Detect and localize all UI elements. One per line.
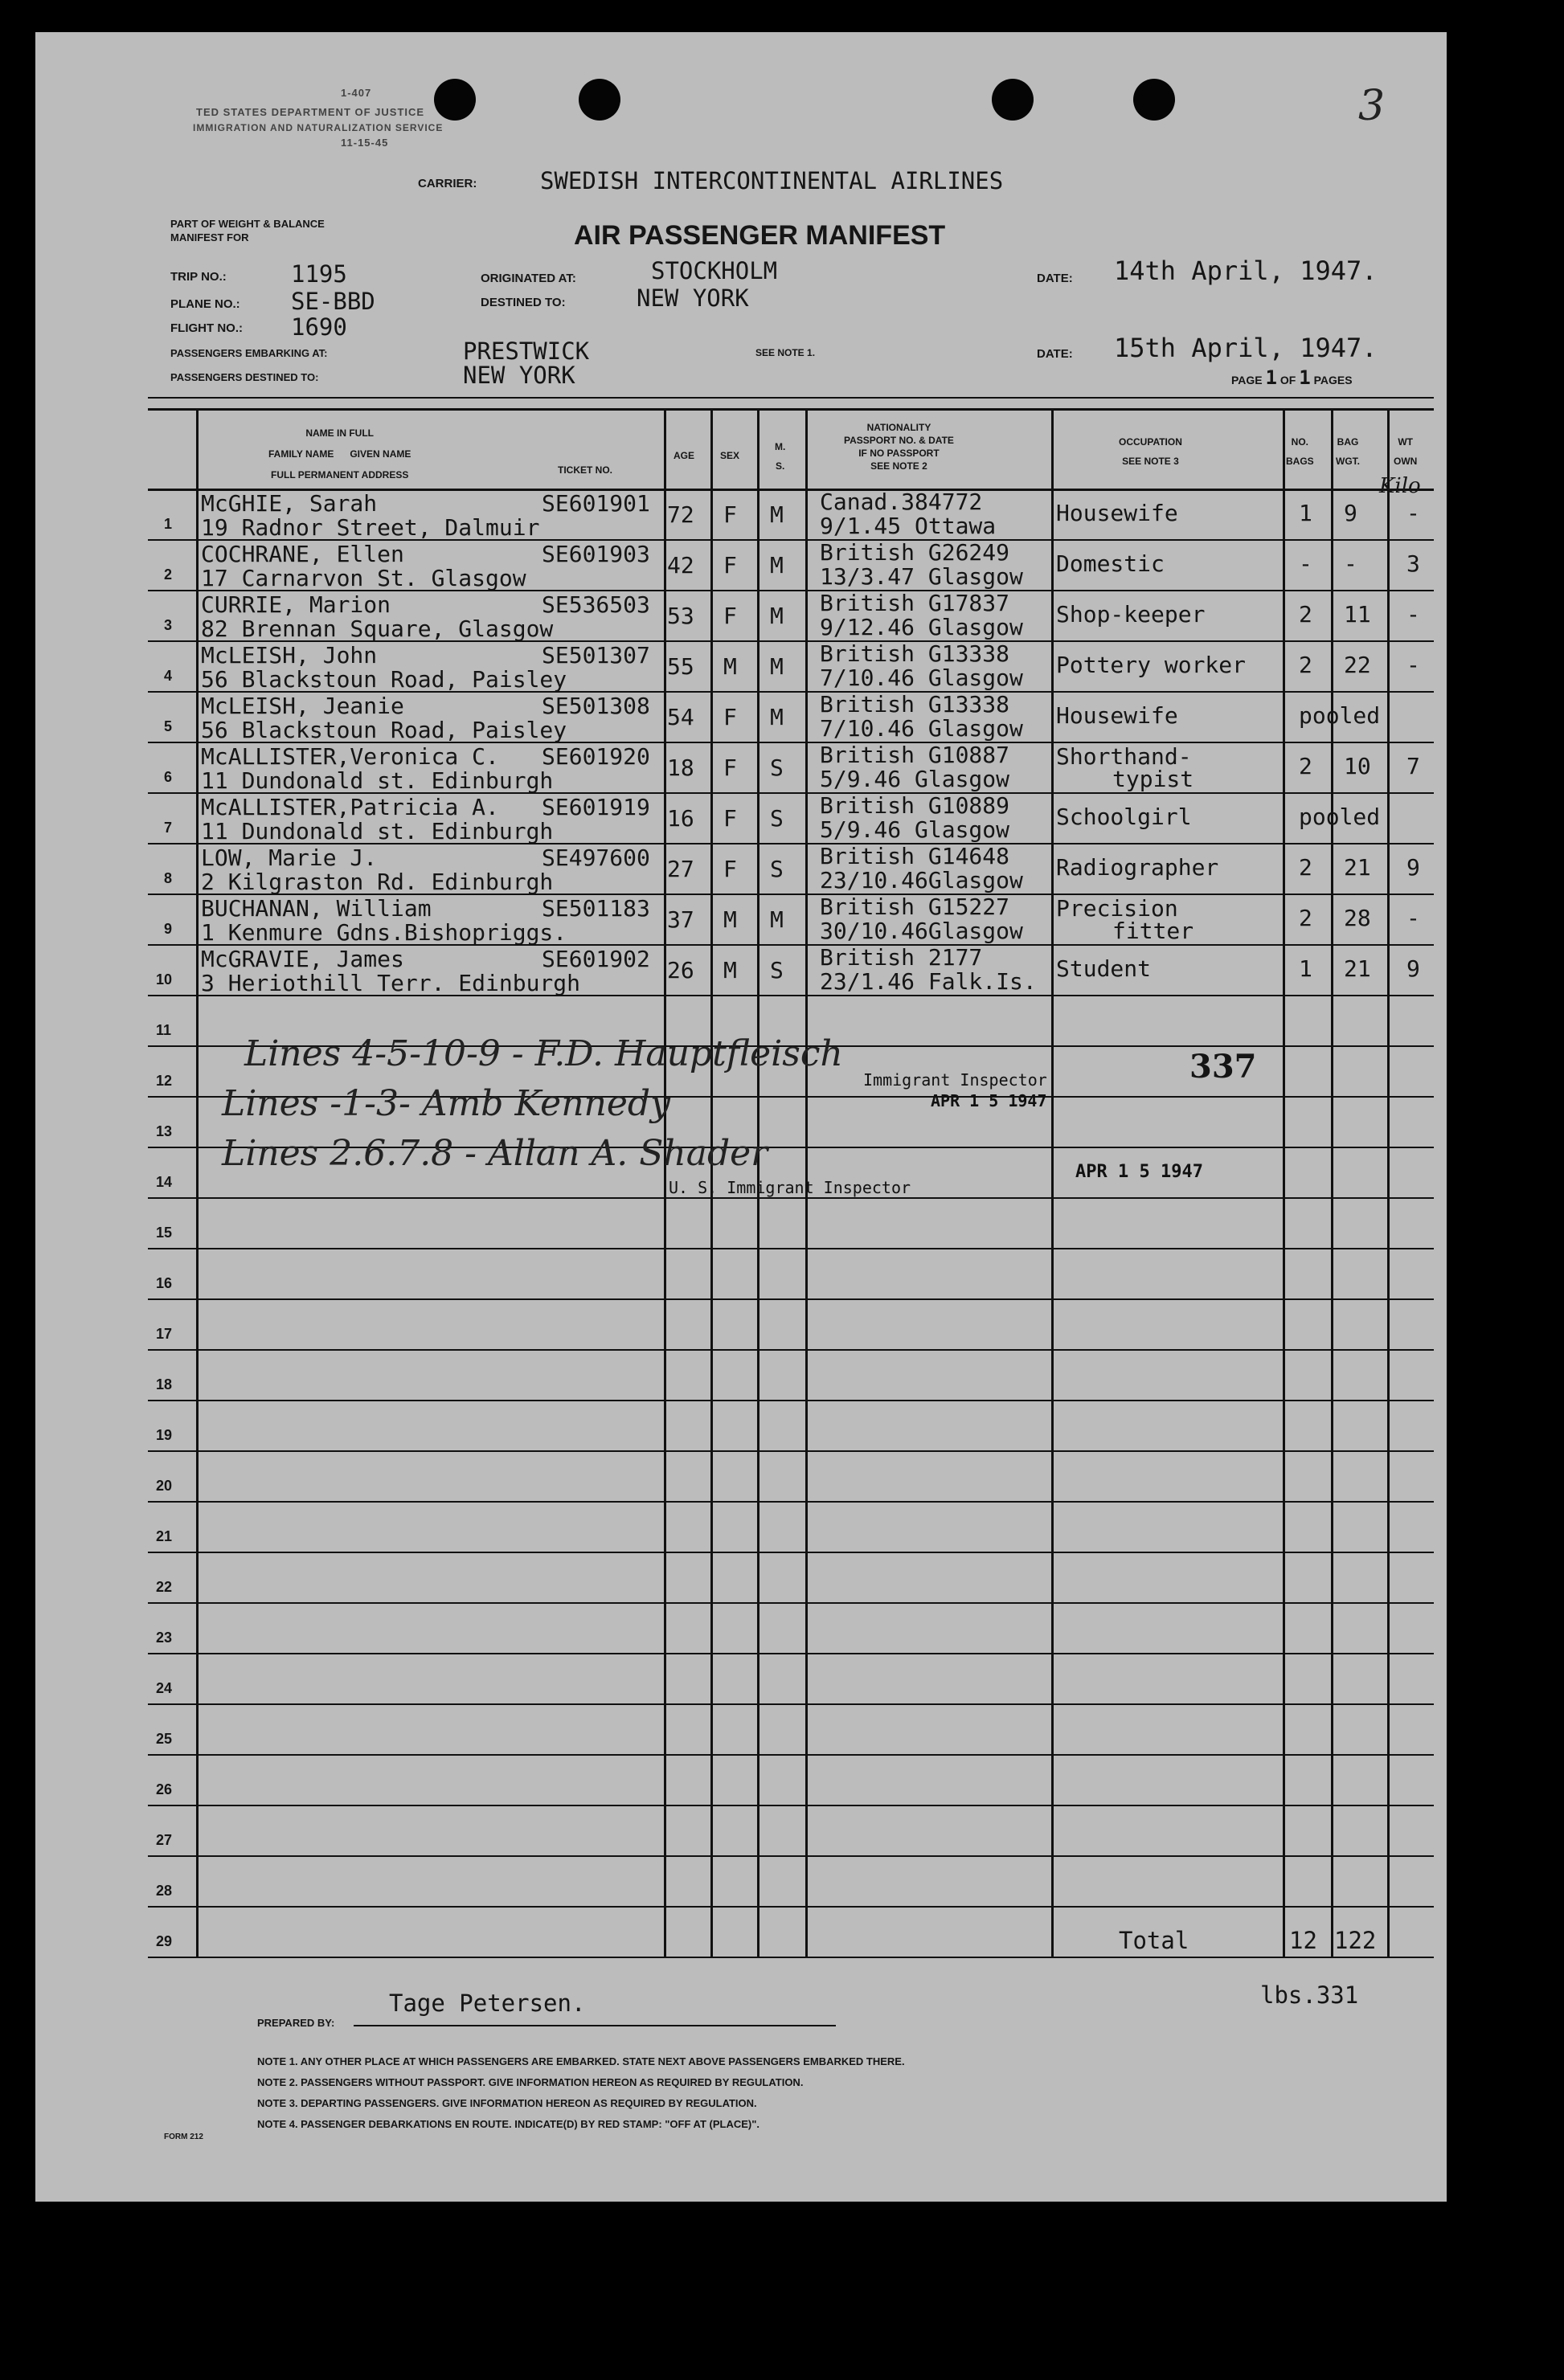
trip-value: 1195 — [291, 260, 347, 288]
row-number: 13 — [156, 1123, 173, 1139]
bag-weight: 21 — [1344, 955, 1371, 982]
bag-weight: 9 — [1344, 500, 1357, 526]
ticket-number: SE601903 — [542, 541, 650, 567]
header-sex: SEX — [720, 450, 740, 461]
row-number: 17 — [156, 1326, 173, 1342]
passenger-sex: F — [723, 805, 737, 832]
ticket-number: SE601920 — [542, 743, 650, 770]
passenger-address: 11 Dundonald st. Edinburgh — [201, 767, 554, 794]
manifest-title: AIR PASSENGER MANIFEST — [574, 220, 946, 251]
passenger-name: McALLISTER,Veronica C. — [201, 743, 499, 770]
stamp-date-b: APR 1 5 1947 — [1075, 1162, 1203, 1182]
occupation: Housewife — [1056, 702, 1178, 729]
occupation: Precision — [1056, 895, 1178, 922]
manifest-sheet — [35, 32, 1447, 2202]
pages-label: PAGES — [1313, 374, 1353, 386]
passenger-address: 56 Blackstoun Road, Paisley — [201, 717, 567, 743]
passenger-address: 3 Heriothill Terr. Edinburgh — [201, 970, 581, 996]
passenger-address: 11 Dundonald st. Edinburgh — [201, 818, 554, 844]
passenger-name: McALLISTER,Patricia A. — [201, 794, 499, 820]
marital-status: S — [770, 957, 784, 983]
grid-rule — [148, 1298, 1434, 1300]
embarking-label: PASSENGERS EMBARKING AT: — [170, 347, 328, 359]
row-number: 2 — [164, 566, 173, 583]
own-weight: 3 — [1406, 550, 1420, 577]
passport-date: 5/9.46 Glasgow — [820, 816, 1010, 843]
row-number: 25 — [156, 1731, 173, 1747]
bags-count: 2 — [1299, 601, 1312, 628]
header-occupation: OCCUPATION SEE NOTE 3 — [1119, 436, 1182, 467]
note-1: NOTE 1. ANY OTHER PLACE AT WHICH PASSENGERS ARE EMBARKED. STATE NEXT ABOVE PASSENGERS EMBARKED THERE. — [257, 2055, 905, 2067]
carrier-value: SWEDISH INTERCONTINENTAL AIRLINES — [540, 167, 1004, 194]
passport-number: British 2177 — [820, 944, 983, 971]
row-number: 22 — [156, 1579, 173, 1595]
form-date: 11-15-45 — [341, 137, 389, 149]
row-number: 3 — [164, 617, 173, 633]
own-weight: - — [1406, 500, 1420, 526]
bag-weight: 10 — [1344, 753, 1371, 779]
punch-hole — [434, 79, 476, 121]
prepared-underline — [354, 2025, 836, 2026]
grid-rule — [148, 1855, 1434, 1857]
row-number: 26 — [156, 1781, 173, 1797]
ticket-number: SE501183 — [542, 895, 650, 922]
bag-weight: - — [1344, 550, 1357, 577]
row-number: 4 — [164, 668, 173, 684]
punch-hole — [1133, 79, 1175, 121]
flight-label: FLIGHT NO.: — [170, 321, 243, 335]
destined-label: DESTINED TO: — [481, 296, 566, 309]
passenger-age: 37 — [667, 906, 694, 933]
bag-weight: 22 — [1344, 652, 1371, 678]
grid-rule — [148, 1906, 1434, 1908]
occupation: Domestic — [1056, 550, 1165, 577]
row-number: 27 — [156, 1832, 173, 1848]
weight-balance-label: PART OF WEIGHT & BALANCE MANIFEST FOR — [170, 218, 325, 243]
occupation: Shorthand- — [1056, 743, 1192, 770]
ticket-number: SE536503 — [542, 591, 650, 618]
lbs-total: lbs.331 — [1260, 1981, 1359, 2009]
row-number: 29 — [156, 1933, 173, 1949]
marital-status: M — [770, 653, 784, 680]
bags-count: - — [1299, 550, 1312, 577]
passport-date: 23/1.46 Falk.Is. — [820, 968, 1037, 995]
passport-number: British G26249 — [820, 539, 1010, 566]
bags-count: 1 — [1299, 955, 1312, 982]
grid-rule — [148, 1703, 1434, 1705]
grid-rule — [148, 397, 1434, 399]
plane-label: PLANE NO.: — [170, 297, 240, 311]
row-number: 24 — [156, 1680, 173, 1696]
own-weight: 9 — [1406, 854, 1420, 881]
passenger-sex: F — [723, 603, 737, 629]
us-inspector-stamp: U. S. Immigrant Inspector — [669, 1178, 911, 1197]
passenger-name: COCHRANE, Ellen — [201, 541, 404, 567]
ticket-number: SE501308 — [542, 693, 650, 719]
passenger-name: McLEISH, John — [201, 642, 378, 669]
own-weight: 9 — [1406, 955, 1420, 982]
prepared-value: Tage Petersen. — [389, 1989, 586, 2017]
passenger-sex: F — [723, 704, 737, 730]
ticket-number: SE501307 — [542, 642, 650, 669]
bag-weight: 21 — [1344, 854, 1371, 881]
bags-count: 1 — [1299, 500, 1312, 526]
passenger-age: 54 — [667, 704, 694, 730]
page-number: 3 — [1358, 82, 1386, 130]
row-number: 15 — [156, 1225, 173, 1241]
bag-weight: 28 — [1344, 905, 1371, 931]
handwriting-line-11: Lines 4-5-10-9 - F.D. Hauptfleisch — [244, 1033, 843, 1074]
prepared-label: PREPARED BY: — [257, 2017, 335, 2029]
passport-number: British G13338 — [820, 640, 1010, 667]
flight-value: 1690 — [291, 313, 347, 341]
row-number: 14 — [156, 1174, 173, 1190]
passenger-age: 55 — [667, 653, 694, 680]
passenger-sex: F — [723, 552, 737, 579]
plane-value: SE-BBD — [291, 288, 375, 315]
passenger-name: McLEISH, Jeanie — [201, 693, 404, 719]
page-total: 1 — [1299, 366, 1311, 389]
total-bags: 12 — [1289, 1927, 1317, 1954]
grid-rule — [148, 1248, 1434, 1249]
originated-value: STOCKHOLM — [651, 257, 778, 284]
passport-number: British G14648 — [820, 843, 1010, 869]
passenger-sex: M — [723, 653, 737, 680]
passport-number: British G13338 — [820, 691, 1010, 718]
row-number: 9 — [164, 921, 173, 937]
passenger-age: 26 — [667, 957, 694, 983]
total-label: Total — [1119, 1927, 1189, 1954]
grid-rule — [148, 1653, 1434, 1654]
passenger-address: 56 Blackstoun Road, Paisley — [201, 666, 567, 693]
passenger-name: CURRIE, Marion — [201, 591, 391, 618]
header-wt: WT OWN — [1394, 436, 1418, 467]
date-value: 14th April, 1947. — [1114, 256, 1378, 286]
passport-date: 30/10.46Glasgow — [820, 918, 1023, 944]
passenger-address: 1 Kenmure Gdns.Bishopriggs. — [201, 919, 567, 946]
passenger-age: 16 — [667, 805, 694, 832]
passport-date: 9/1.45 Ottawa — [820, 513, 997, 539]
destined-value: NEW YORK — [637, 284, 749, 312]
occupation: Schoolgirl — [1056, 804, 1192, 830]
own-weight: - — [1406, 601, 1420, 628]
carrier-label: CARRIER: — [418, 177, 477, 190]
department-line: TED STATES DEPARTMENT OF JUSTICE — [196, 106, 425, 118]
passenger-age: 53 — [667, 603, 694, 629]
passport-date: 9/12.46 Glasgow — [820, 614, 1023, 640]
row-number: 6 — [164, 769, 173, 785]
passport-date: 7/10.46 Glasgow — [820, 665, 1023, 691]
header-name: NAME IN FULL FAMILY NAME GIVEN NAME FULL PERMANENT ADDRESS — [268, 427, 411, 480]
row-number: 8 — [164, 870, 173, 886]
see-note-1: SEE NOTE 1. — [755, 347, 816, 358]
passenger-sex: F — [723, 754, 737, 781]
inspector-stamp: Immigrant Inspector — [863, 1070, 1047, 1090]
row-number: 20 — [156, 1478, 173, 1494]
passenger-address: 17 Carnarvon St. Glasgow — [201, 565, 526, 591]
row-number: 12 — [156, 1073, 173, 1089]
header-age: AGE — [674, 450, 695, 461]
grid-column-rule — [1387, 408, 1390, 1957]
passport-number: British G17837 — [820, 590, 1010, 616]
page-info — [1231, 366, 1353, 389]
occupation: Student — [1056, 955, 1152, 982]
total-wgt: 122 — [1334, 1927, 1377, 1954]
row-number: 11 — [156, 1022, 172, 1038]
stamp-number: 337 — [1189, 1048, 1257, 1086]
date2-value: 15th April, 1947. — [1114, 333, 1378, 363]
passport-date: 13/3.47 Glasgow — [820, 563, 1023, 590]
passenger-address: 2 Kilgraston Rd. Edinburgh — [201, 869, 554, 895]
passenger-sex: M — [723, 906, 737, 933]
occupation-line2: typist — [1112, 766, 1194, 792]
trip-label: TRIP NO.: — [170, 270, 227, 284]
marital-status: M — [770, 603, 784, 629]
grid-rule — [148, 1552, 1434, 1553]
grid-rule — [148, 1602, 1434, 1604]
grid-column-rule — [664, 408, 666, 1957]
grid-rule — [148, 1400, 1434, 1401]
row-number: 21 — [156, 1528, 173, 1544]
ticket-number: SE601919 — [542, 794, 650, 820]
row-number: 16 — [156, 1275, 173, 1291]
marital-status: S — [770, 754, 784, 781]
passenger-name: BUCHANAN, William — [201, 895, 432, 922]
marital-status: M — [770, 704, 784, 730]
occupation: Housewife — [1056, 500, 1178, 526]
note-4: NOTE 4. PASSENGER DEBARKATIONS EN ROUTE. INDICATE(D) BY RED STAMP: "OFF AT (PLACE)". — [257, 2118, 760, 2130]
service-line: IMMIGRATION AND NATURALIZATION SERVICE — [193, 122, 444, 133]
occupation-line2: fitter — [1112, 918, 1194, 944]
embarking-value: PRESTWICK — [463, 337, 590, 365]
header-kilo: Kilo — [1379, 474, 1421, 498]
grid-rule — [148, 1450, 1434, 1452]
row-number: 28 — [156, 1883, 173, 1899]
bags-count: 2 — [1299, 905, 1312, 931]
grid-rule — [148, 1501, 1434, 1503]
passport-number: British G10889 — [820, 792, 1010, 819]
pooled-note: pooled — [1299, 702, 1381, 729]
row-number: 19 — [156, 1427, 173, 1443]
pax-destined-label: PASSENGERS DESTINED TO: — [170, 371, 319, 383]
punch-hole — [579, 79, 620, 121]
ticket-number: SE497600 — [542, 844, 650, 871]
punch-hole — [992, 79, 1034, 121]
pooled-note: pooled — [1299, 804, 1381, 830]
grid-rule — [148, 1197, 1434, 1199]
grid-column-rule — [1331, 408, 1333, 1957]
row-number: 10 — [156, 971, 173, 988]
grid-rule — [148, 1754, 1434, 1756]
passport-date: 23/10.46Glasgow — [820, 867, 1023, 894]
occupation: Radiographer — [1056, 854, 1219, 881]
row-number: 18 — [156, 1376, 173, 1392]
stamp-date-a: APR 1 5 1947 — [931, 1091, 1047, 1110]
passenger-sex: F — [723, 501, 737, 528]
passenger-sex: F — [723, 856, 737, 882]
bags-count: 2 — [1299, 753, 1312, 779]
grid-rule — [148, 1957, 1434, 1958]
pax-destined-value: NEW YORK — [463, 362, 575, 389]
passenger-sex: M — [723, 957, 737, 983]
marital-status: M — [770, 906, 784, 933]
form-no: FORM 212 — [164, 2133, 203, 2141]
passenger-age: 42 — [667, 552, 694, 579]
marital-status: S — [770, 805, 784, 832]
grid-rule — [148, 408, 1434, 411]
own-weight: 7 — [1406, 753, 1420, 779]
grid-column-rule — [1283, 408, 1285, 1957]
row-number: 5 — [164, 718, 173, 734]
own-weight: - — [1406, 652, 1420, 678]
ticket-number: SE601902 — [542, 946, 650, 972]
bag-weight: 11 — [1344, 601, 1371, 628]
marital-status: M — [770, 501, 784, 528]
row-number: 1 — [164, 516, 173, 532]
handwriting-line-12: Lines -1-3- Amb Kennedy — [222, 1083, 670, 1124]
date2-label: DATE: — [1037, 347, 1073, 361]
grid-column-rule — [196, 408, 199, 1957]
passenger-address: 82 Brennan Square, Glasgow — [201, 615, 554, 642]
passenger-age: 72 — [667, 501, 694, 528]
bags-count: 2 — [1299, 652, 1312, 678]
note-3: NOTE 3. DEPARTING PASSENGERS. GIVE INFORMATION HEREON AS REQUIRED BY REGULATION. — [257, 2097, 757, 2109]
form-number: 1-407 — [341, 87, 372, 99]
passport-date: 5/9.46 Glasgow — [820, 766, 1010, 792]
occupation: Shop-keeper — [1056, 601, 1206, 628]
passenger-age: 18 — [667, 754, 694, 781]
header-bags: NO. BAGS — [1286, 436, 1314, 467]
grid-rule — [148, 1349, 1434, 1351]
of-label: OF — [1279, 374, 1296, 386]
page-label: PAGE — [1231, 374, 1263, 386]
header-nationality: NATIONALITY PASSPORT NO. & DATE IF NO PASSPORT SEE NOTE 2 — [844, 422, 954, 472]
passport-date: 7/10.46 Glasgow — [820, 715, 1023, 742]
row-number: 23 — [156, 1630, 173, 1646]
passport-number: British G15227 — [820, 894, 1010, 920]
own-weight: - — [1406, 905, 1420, 931]
date-label: DATE: — [1037, 272, 1073, 285]
passenger-name: LOW, Marie J. — [201, 844, 378, 871]
passport-number: Canad.384772 — [820, 489, 983, 515]
note-2: NOTE 2. PASSENGERS WITHOUT PASSPORT. GIVE INFORMATION HEREON AS REQUIRED BY REGULATION. — [257, 2076, 804, 2088]
originated-label: ORIGINATED AT: — [481, 272, 576, 285]
ticket-number: SE601901 — [542, 490, 650, 517]
grid-rule — [148, 1805, 1434, 1806]
marital-status: S — [770, 856, 784, 882]
handwriting-line-13: Lines 2.6.7.8 - Allan A. Shader — [222, 1133, 768, 1174]
bags-count: 2 — [1299, 854, 1312, 881]
passenger-address: 19 Radnor Street, Dalmuir — [201, 514, 540, 541]
grid-column-rule — [1051, 408, 1054, 1957]
passenger-name: McGHIE, Sarah — [201, 490, 378, 517]
page-current: 1 — [1265, 366, 1277, 389]
passenger-age: 27 — [667, 856, 694, 882]
header-bag-wgt: BAG WGT. — [1336, 436, 1360, 467]
header-ticket: TICKET NO. — [558, 464, 612, 476]
marital-status: M — [770, 552, 784, 579]
passenger-name: McGRAVIE, James — [201, 946, 404, 972]
header-ms: M. S. — [775, 441, 786, 472]
row-number: 7 — [164, 820, 173, 836]
passport-number: British G10887 — [820, 742, 1010, 768]
occupation: Pottery worker — [1056, 652, 1247, 678]
